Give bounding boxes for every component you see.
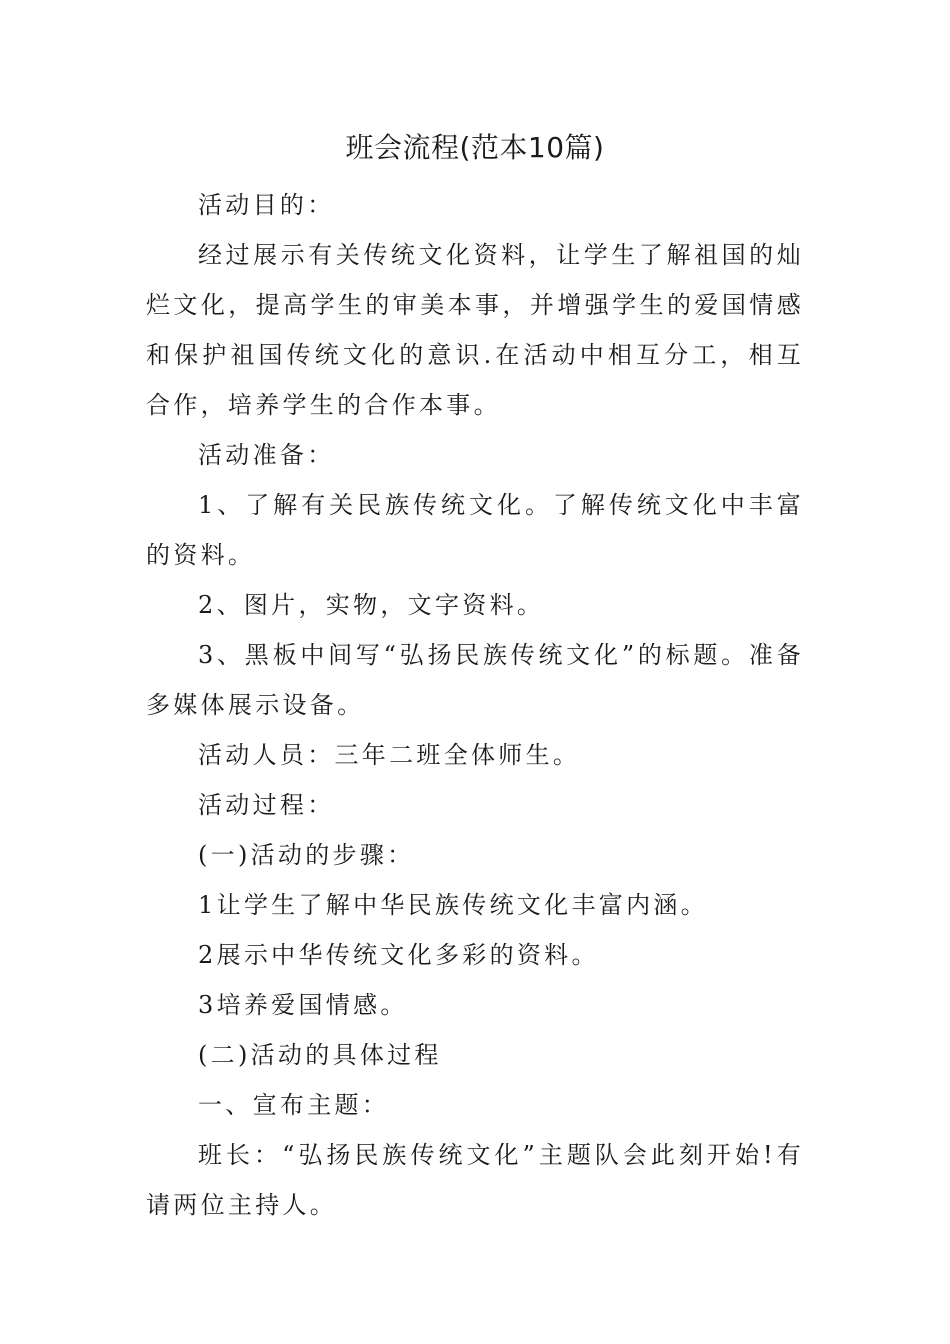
paragraph-monitor-speech: 班长：“弘扬民族传统文化”主题队会此刻开始!有请两位主持人。 bbox=[146, 1141, 804, 1219]
paragraph-preparation-item-3: 3、黑板中间写“弘扬民族传统文化”的标题。准备多媒体展示设备。 bbox=[146, 641, 804, 719]
document-body bbox=[146, 180, 804, 1230]
paragraph-step-1: 1让学生了解中华民族传统文化丰富内涵。 bbox=[198, 891, 708, 919]
paragraph-purpose-text: 经过展示有关传统文化资料，让学生了解祖国的灿烂文化，提高学生的审美本事，并增强学生的爱国情感和保护祖国传统文化的意识.在活动中相互分工，相互合作，培养学生的合作本事。 bbox=[146, 241, 804, 419]
paragraph-announce-theme: 一、宣布主题： bbox=[198, 1091, 390, 1119]
paragraph-process-heading: 活动过程： bbox=[198, 791, 335, 819]
paragraph-preparation-heading: 活动准备： bbox=[198, 441, 335, 469]
paragraph-purpose-heading: 活动目的： bbox=[198, 191, 335, 219]
paragraph-preparation-item-2: 2、图片，实物，文字资料。 bbox=[198, 591, 545, 619]
document-title: 班会流程(范本10篇) bbox=[345, 131, 605, 164]
paragraph-details-heading: (二)活动的具体过程 bbox=[198, 1041, 442, 1069]
paragraph-step-3: 3培养爱国情感。 bbox=[198, 991, 408, 1019]
paragraph-preparation-item-1: 1、了解有关民族传统文化。了解传统文化中丰富的资料。 bbox=[146, 491, 804, 569]
paragraph-step-2: 2展示中华传统文化多彩的资料。 bbox=[198, 941, 599, 969]
paragraph-participants: 活动人员：三年二班全体师生。 bbox=[198, 741, 581, 769]
paragraph-steps-heading: (一)活动的步骤： bbox=[198, 841, 415, 869]
